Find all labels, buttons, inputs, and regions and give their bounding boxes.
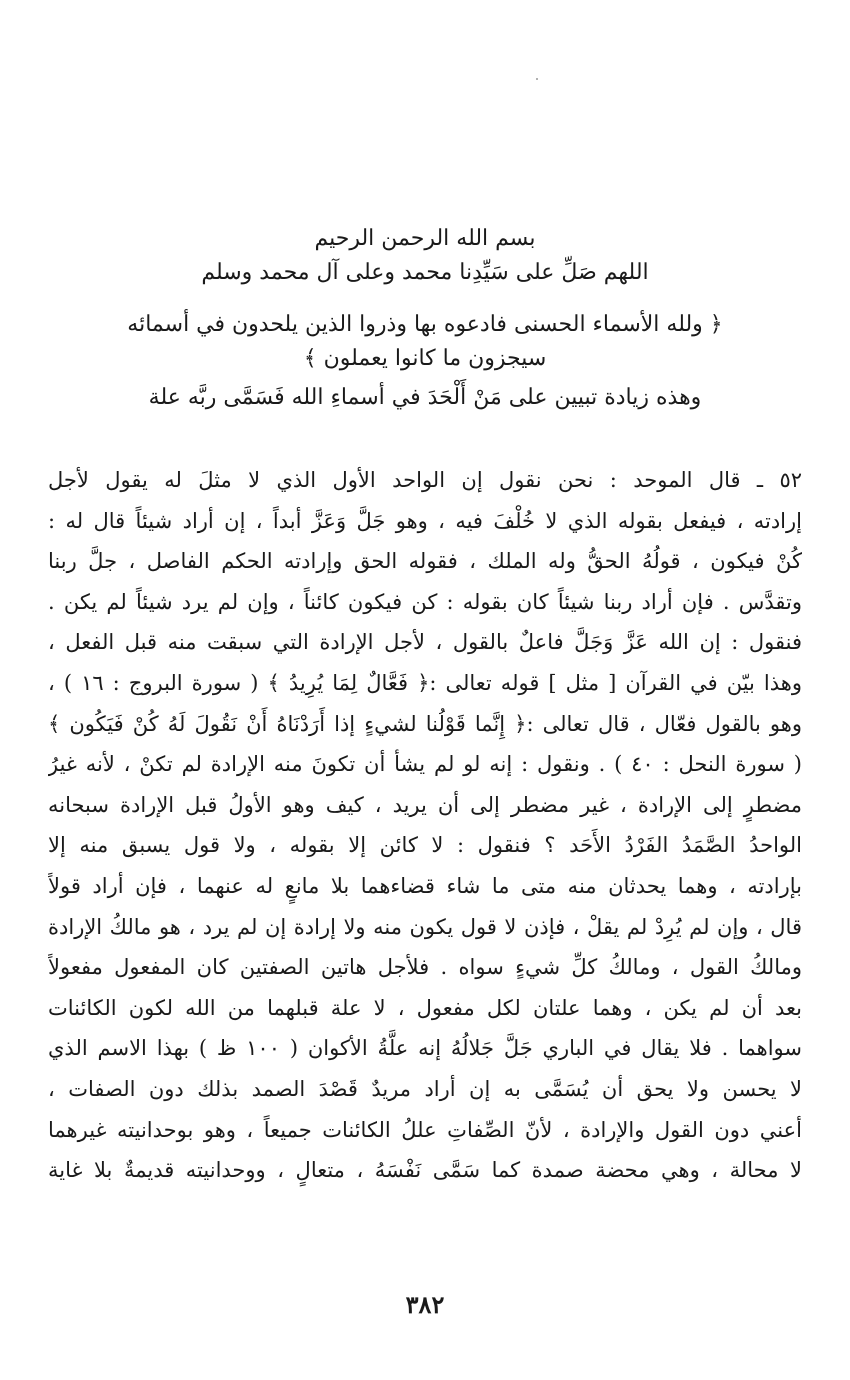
body-line: وتقدَّس . فإن أراد ربنا شيئاً كان بقوله : كن فيكون كائناً ، وإن لم يرد شيئاً لم يكن . [48,589,802,614]
body-line: مضطرٍ إلى الإرادة ، غير مضطر إلى أن يريد ، كيف وهو الأولُ قبل الإرادة سبحانه [48,792,802,817]
body-line: إرادته ، فيفعل بقوله الذي لا خُلْفَ فيه ، وهو جَلَّ وَعَزَّ أبداً ، إن أراد شيئاً قال له : [48,508,802,533]
header-note: وهذه زيادة تبيين على مَنْ أَلْحَدَ في أسماءِ الله فَسَمَّى ربَّه علة [148,385,702,410]
body-line: لا محالة ، وهي محضة صمدة كما سَمَّى نَفْسَهُ ، متعالٍ ، ووحدانيته قديمةٌ بلا غاية [48,1158,802,1183]
body-line: ٥٢ ـ قال الموحد : نحن نقول إن الواحد الأول الذي لا مثلَ له يقول لأجل [48,468,802,492]
body-line: سواهما . فلا يقال في الباري جَلَّ جَلالُهُ إنه علَّةُ الأكوان ( ١٠٠ ظ ) بهذا الاسم الذي [48,1036,802,1061]
body-line: وهو بالقول فعّال ، قال تعالى :﴿ إِنَّما قَوْلُنا لشيءٍ إذا أَرَدْنَاهُ أَنْ نَقُولَ لَهُ كُنْ فَيَكُون ﴾ [48,711,802,736]
quran-verse-line-2: سيجزون ما كانوا يعملون ﴾ [303,346,547,371]
body-line: لا يحسن ولا يحق أن يُسَمَّى به إن أراد مريدٌ قَصْدَ الصمد بذلك دون الصفات ، [48,1076,802,1101]
page-number: ٣٨٢ [405,1290,445,1319]
basmala: بسم الله الرحمن الرحيم [314,226,536,251]
body-line: فنقول : إن الله عَزَّ وَجَلَّ فاعلٌ بالقول ، لأجل الإرادة التي سبقت منه قبل الفعل ، [48,630,802,655]
body-text [48,460,802,1191]
body-line: كُنْ فيكون ، قولُهُ الحقُّ وله الملك ، فقوله الحق وإرادته الحكم الفاصل ، جلَّ ربنا [48,549,802,574]
body-line: بإرادته ، وهما يحدثان منه متى ما شاء قضاءهما بلا مانعٍ له عنهما ، فإن أراد قولاً [48,873,802,898]
ink-speck [536,78,538,80]
body-line: بعد أن لم يكن ، وهما علتان لكل مفعول ، لا علة قبلهما من الله لكون الكائنات [48,995,802,1020]
body-line: أعني دون القول والإرادة ، لأنّ الصِّفاتِ عللُ الكائنات جميعاً ، وهو بوحدانيته غيرهما [48,1117,802,1142]
body-line: قال ، وإن لم يُرِدْ لم يقلْ ، فإذن لا قول يكون منه ولا إرادة إن لم يرد ، هو مالكُ الإرادة [48,914,802,939]
body-line: وهذا بيّن في القرآن [ مثل ] قوله تعالى :﴿ فَعَّالٌ لِمَا يُرِيدُ ﴾ ( سورة البروج : ١٦ ) ، [48,670,802,695]
quran-verse-line-1: ﴿ ولله الأسماء الحسنى فادعوه بها وذروا الذين يلحدون في أسمائه [127,312,723,337]
body-line: الواحدُ الصَّمَدُ الفَرْدُ الأَحَد ؟ فنقول : لا كائن إلا بقوله ، ولا قول يسبق منه إلا [48,833,802,858]
page-header [60,222,790,418]
body-line: ومالكُ القول ، ومالكُ كلِّ شيءٍ سواه . فلأجل هاتين الصفتين كان المفعول مفعولاً [48,955,802,980]
salawat-line: اللهم صَلِّ على سَيِّدِنا محمد وعلى آل محمد وسلم [201,260,649,285]
body-line: ( سورة النحل : ٤٠ ) . ونقول : إنه لو لم يشأ أن تكونَ منه الإرادة لم تكنْ ، لأنه غيرُ [48,752,802,777]
